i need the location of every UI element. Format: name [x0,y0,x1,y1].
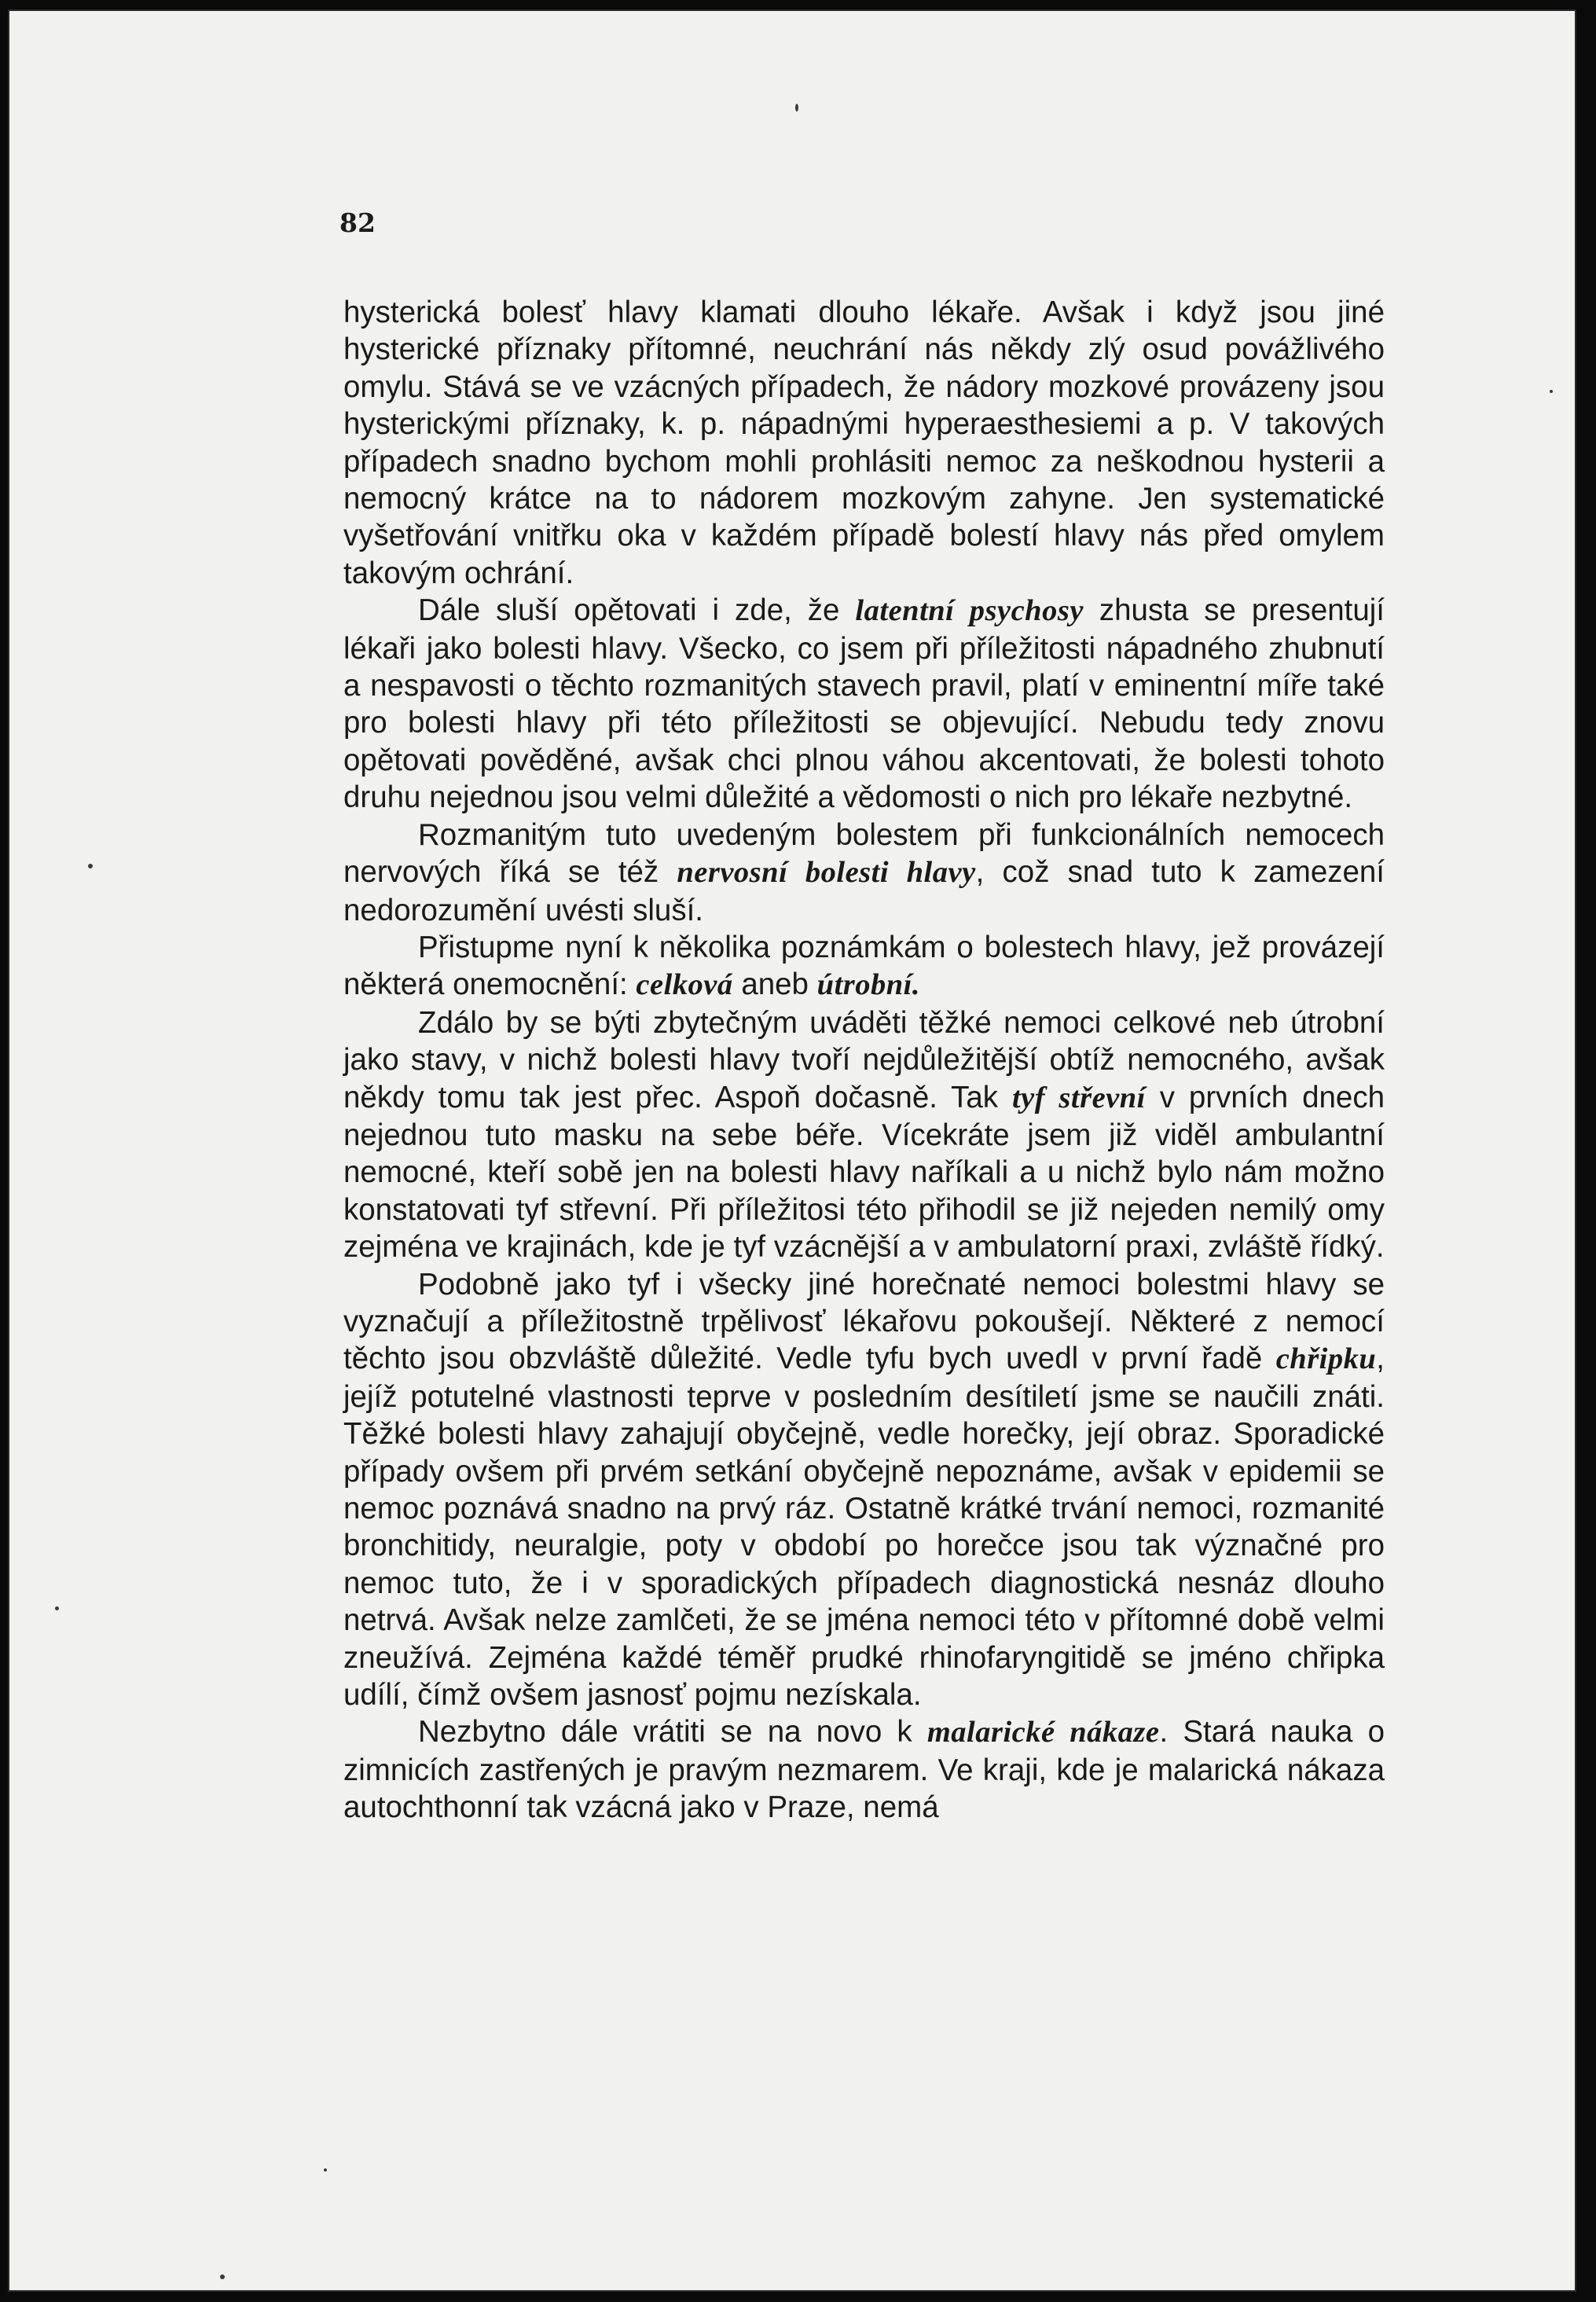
page-number: 82 [339,207,376,238]
emphasis-celkova: celková [636,968,733,1002]
scan-speck [1550,390,1553,393]
emphasis-chripku: chřipku [1275,1342,1377,1376]
emphasis-nervosni-bolesti-hlavy: nervosní bolesti hlavy [677,856,976,890]
paragraph-4: Přistupme nyní k několika poznámkám o bolestech hlavy, jež provázejí některá onemocnění: celková aneb útrobní. [343,930,1385,1002]
scan-speck [88,864,93,868]
body-text [343,294,1385,1827]
scan-speck [324,2168,327,2172]
emphasis-tyf-strevni: tyf střevní [1011,1081,1146,1114]
paragraph-1: hysterická bolesť hlavy klamati dlouho lékaře. Avšak i když jsou jiné hysterické příznaky přítomné, neuchrání nás někdy zlý osud povážlivého omylu. Stává se ve vzácných případech, že nádory mozkové provázeny jsou hysterickými příznaky, k. p. nápadnými hyperaesthesiemi a p. V takových případech snadno bychom mohli prohlásiti nemoc za neškodnou hysterii a nemocný krátce na to nádorem mozkovým zahyne. Jen systematické vyšetřování vnitřku oka v každém případě bolestí hlavy nás před omylem takovým ochrání. [343,296,1385,590]
emphasis-utrobni: útrobní. [816,968,920,1002]
scan-speck [55,1606,59,1610]
emphasis-latentni-psychosy: latentní psychosy [855,594,1084,628]
emphasis-malaricke-nakaze: malarické nákaze [926,1716,1160,1749]
paragraph-6: Podobně jako tyf i všecky jiné horečnaté nemoci bolestmi hlavy se vyznačují a příležitostně trpělivosť lékařovu pokoušejí. Některé z nemocí těchto jsou obzvláště důležité. Vedle tyfu bych uvedl v první řadě chřipku, jejíž potutelné vlastnosti teprve v posledním desítiletí jsme se naučili znáti. Těžké bolesti hlavy zahajují obyčejně, vedle horečky, její obraz. Sporadické případy ovšem při prvém setkání obyčejně nepoznáme, avšak v epidemii se nemoc poznává snadno na prvý ráz. Ostatně krátké trvání nemoci, rozmanité bronchitidy, neuralgie, poty v období po horečce jsou tak význačné pro nemoc tuto, že i v sporadických případech diagnostická nesnáz dlouho netrvá. Avšak nelze zamlčeti, že se jména nemoci této v přítomné době velmi zneužívá. Zejména každé téměř prudké rhinofaryngitidě se jméno chřipka udílí, čímž ovšem jasnosť pojmu nezískala. [343,1267,1385,1713]
paragraph-3: Rozmanitým tuto uvedeným bolestem při funkcionálních nemocech nervových říká se též nervosní bolesti hlavy, což snad tuto k zamezení nedorozumění uvésti sluší. [343,817,1385,927]
paragraph-7: Nezbytno dále vrátiti se na novo k malarické nákaze. Stará nauka o zimnicích zastřených je pravým nezmarem. Ve kraji, kde je malarická nákaza autochthonní tak vzácná jako v Praze, nemá [343,1715,1385,1825]
scan-speck [220,2274,225,2279]
scanned-page [9,11,1575,2290]
paragraph-2: Dále sluší opětovati i zde, že latentní psychosy zhusta se presentují lékaři jako bolesti hlavy. Všecko, co jsem při příležitosti nápadného zhubnutí a nespavosti o těchto rozmanitých stavech pravil, platí v eminentní míře také pro bolesti hlavy při této příležitosti se objevující. Nebudu tedy znovu opětovati pověděné, avšak chci plnou váhou akcentovati, že bolesti tohoto druhu nejednou jsou velmi důležité a vědomosti o nich pro lékaře nezbytné. [343,593,1385,815]
paragraph-5: Zdálo by se býti zbytečným uváděti těžké nemoci celkové neb útrobní jako stavy, v nichž bolesti hlavy tvoří nejdůležitější obtíž nemocného, avšak někdy tomu tak jest přec. Aspoň dočasně. Tak tyf střevní v prvních dnech nejednou tuto masku na sebe béře. Vícekráte jsem již viděl ambulantní nemocné, kteří sobě jen na bolesti hlavy naříkali a u nichž bylo nám možno konstatovati tyf střevní. Při příležitosi této přihodil se již nejeden nemilý omy zejména ve krajinách, kde je tyf vzácnější a v ambulatorní praxi, zvláště řídký. [343,1005,1385,1265]
scan-speck [795,104,798,112]
